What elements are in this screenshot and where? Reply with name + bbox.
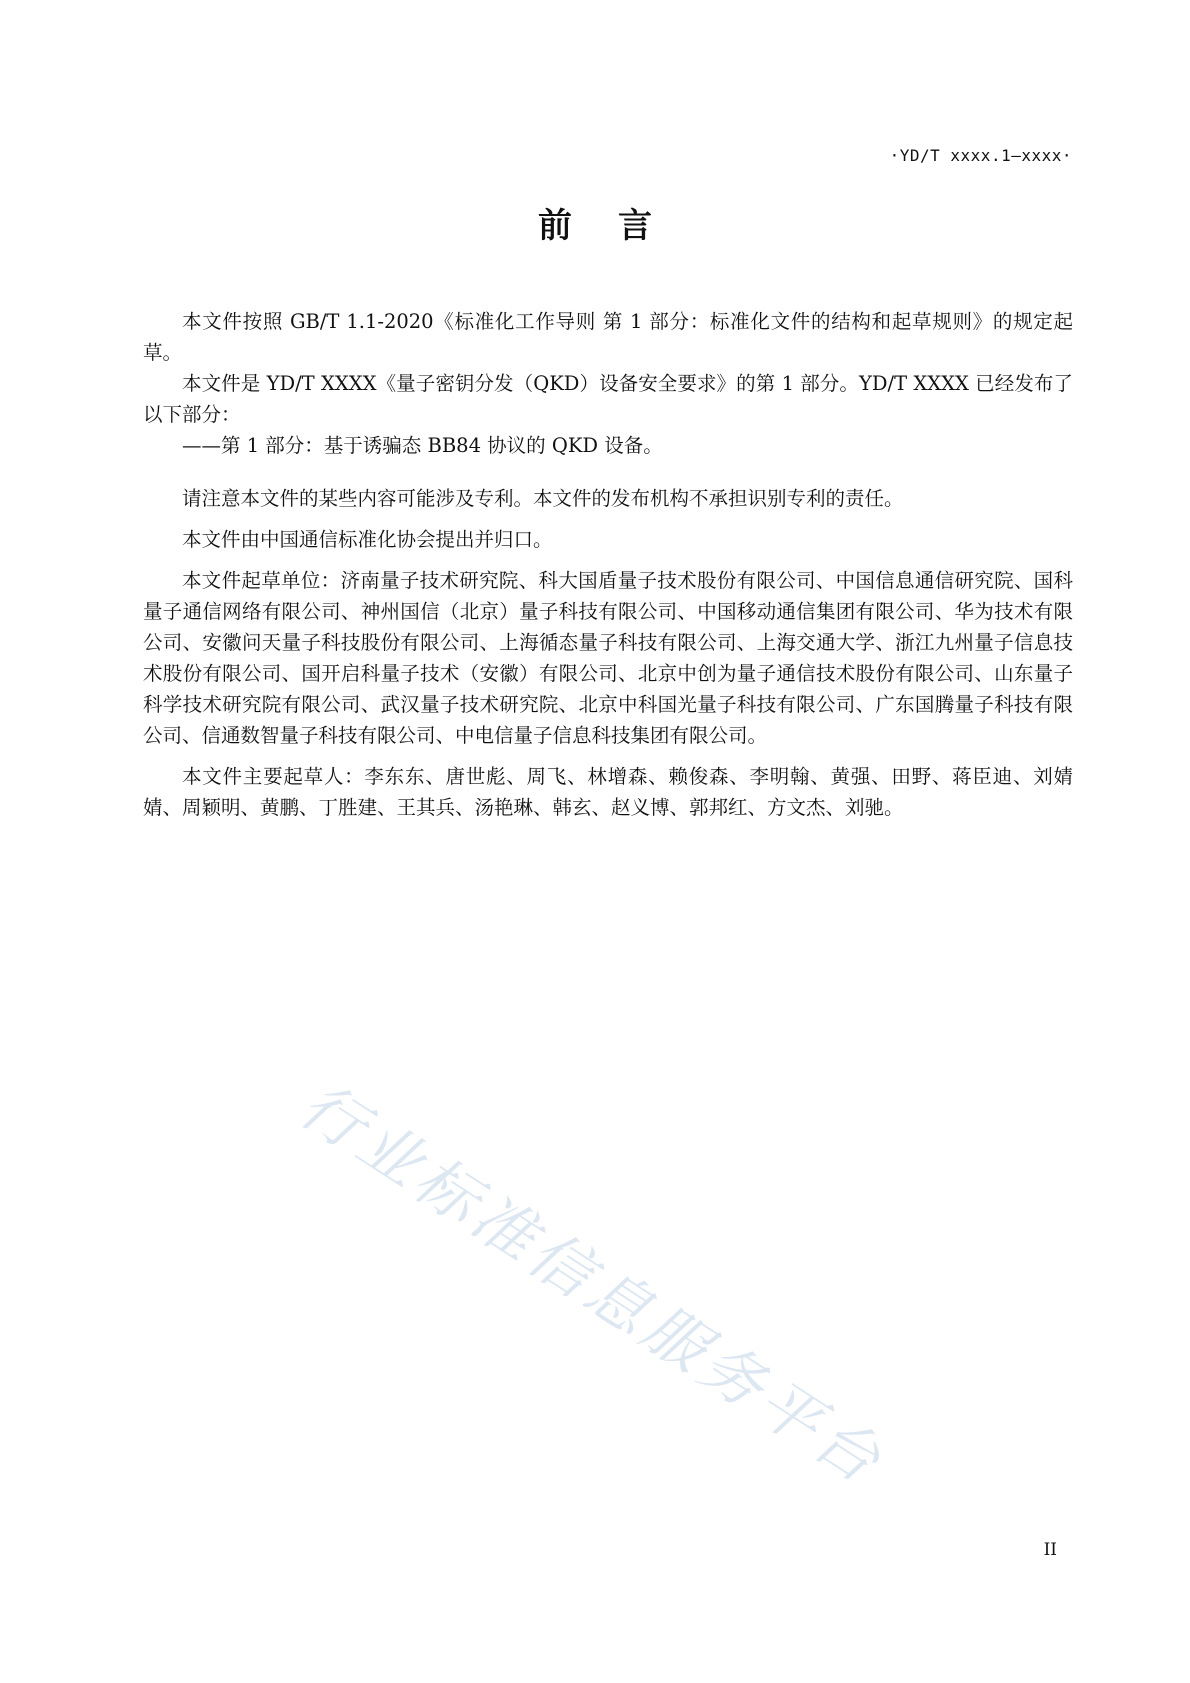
paragraph-drafters: 本文件主要起草人：李东东、唐世彪、周飞、林增森、赖俊森、李明翰、黄强、田野、蒋臣迪、刘婧婧、周颖明、黄鹏、丁胜建、王其兵、汤艳琳、韩玄、赵义博、郭邦红、方文杰、刘驰。 <box>143 765 1073 819</box>
document-header-code: ·YD/T xxxx.1—xxxx· <box>889 146 1072 165</box>
paragraph-patent-notice: 请注意本文件的某些内容可能涉及专利。本文件的发布机构不承担识别专利的责任。 <box>182 487 904 510</box>
paragraph-drafting-rules: 本文件按照 GB/T 1.1-2020《标准化工作导则 第 1 部分：标准化文件的结构和起草规则》的规定起草。 <box>143 310 1073 364</box>
paragraph-proposer: 本文件由中国通信标准化协会提出并归口。 <box>182 528 553 551</box>
paragraph-drafting-units: 本文件起草单位：济南量子技术研究院、科大国盾量子技术股份有限公司、中国信息通信研究院、国科量子通信网络有限公司、神州国信（北京）量子科技有限公司、中国移动通信集团有限公司、华为技术有限公司、安徽问天量子科技股份有限公司、上海循态量子科技有限公司、上海交通大学、浙江九州量子信息技术股份有限公司、国开启科量子技术（安徽）有限公司、北京中创为量子通信技术股份有限公司、山东量子科学技术研究院有限公司、武汉量子技术研究院、北京中科国光量子科技有限公司、广东国腾量子科技有限公司、信通数智量子科技有限公司、中电信量子信息科技集团有限公司。 <box>143 569 1073 747</box>
document-body <box>143 306 1073 823</box>
watermark: 行业标准信息服务平台 <box>287 1068 898 1500</box>
page-number: II <box>1043 1540 1057 1560</box>
page-title: 前言 <box>538 206 698 246</box>
paragraph-part-list-item: ——第 1 部分：基于诱骗态 BB84 协议的 QKD 设备。 <box>182 434 663 457</box>
paragraph-part-info: 本文件是 YD/T XXXX《量子密钥分发（QKD）设备安全要求》的第 1 部分。YD/T XXXX 已经发布了以下部分： <box>143 372 1073 426</box>
